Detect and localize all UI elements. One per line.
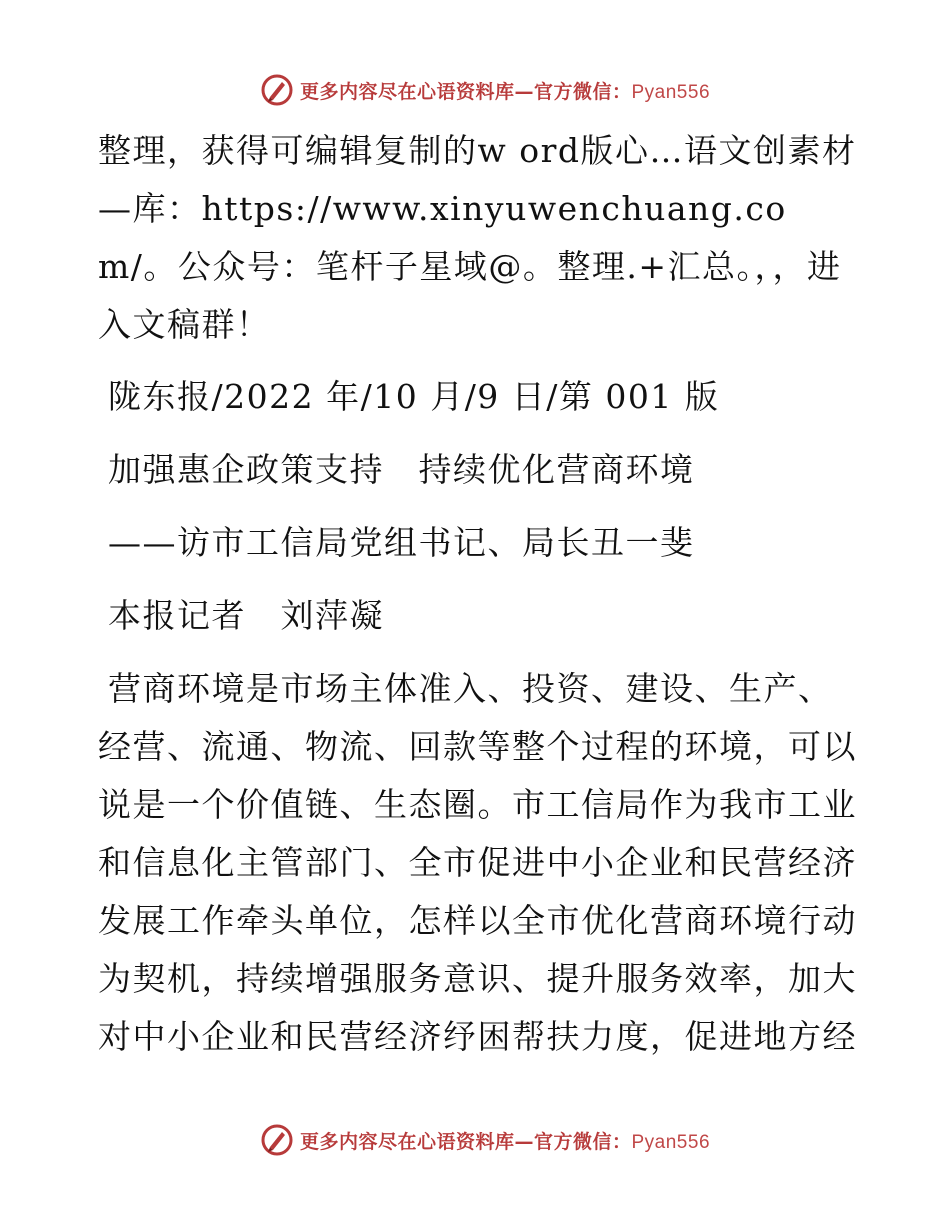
footer-wechat-id: Pyan556 <box>631 1131 711 1153</box>
header-banner-label: 更多内容尽在心语资料库—官方微信： <box>299 80 632 103</box>
footer-banner-label: 更多内容尽在心语资料库—官方微信： <box>299 1130 632 1153</box>
header-banner <box>0 70 950 110</box>
article-byline: 本报记者 刘萍凝 <box>108 596 384 635</box>
footer-banner <box>0 1120 950 1160</box>
intro-paragraph: 整理，获得可编辑复制的w ord版心…语文创素材—库：https://www.xinyuwenchuang.com/。公众号：笔杆子星域@。整理.+汇总。，，进入文稿群！ <box>98 131 857 344</box>
pen-logo-icon <box>260 73 294 107</box>
footer-banner-text <box>300 1127 710 1154</box>
article-title: 加强惠企政策支持 持续优化营商环境 <box>108 450 695 489</box>
pen-logo-icon <box>260 1123 294 1157</box>
body-paragraph: 营商环境是市场主体准入、投资、建设、生产、经营、流通、物流、回款等整个过程的环境，可以说是一个价值链、生态圈。市工信局作为我市工业和信息化主管部门、全市促进中小企业和民营经济发展工作牵头单位，怎样以全市优化营商环境行动为契机，持续增强服务意识、提升服务效率，加大对中小企业和民营经济纾困帮扶力度，促进地方经 <box>98 669 857 1056</box>
header-banner-text <box>300 77 710 104</box>
header-wechat-id: Pyan556 <box>631 81 711 103</box>
header-banner-content <box>260 73 710 107</box>
article-subtitle: ——访市工信局党组书记、局长丑一斐 <box>108 523 695 562</box>
source-line: 陇东报/2022 年/10 月/9 日/第 001 版 <box>108 377 720 416</box>
document-body <box>98 122 858 1066</box>
footer-banner-content <box>260 1123 710 1157</box>
